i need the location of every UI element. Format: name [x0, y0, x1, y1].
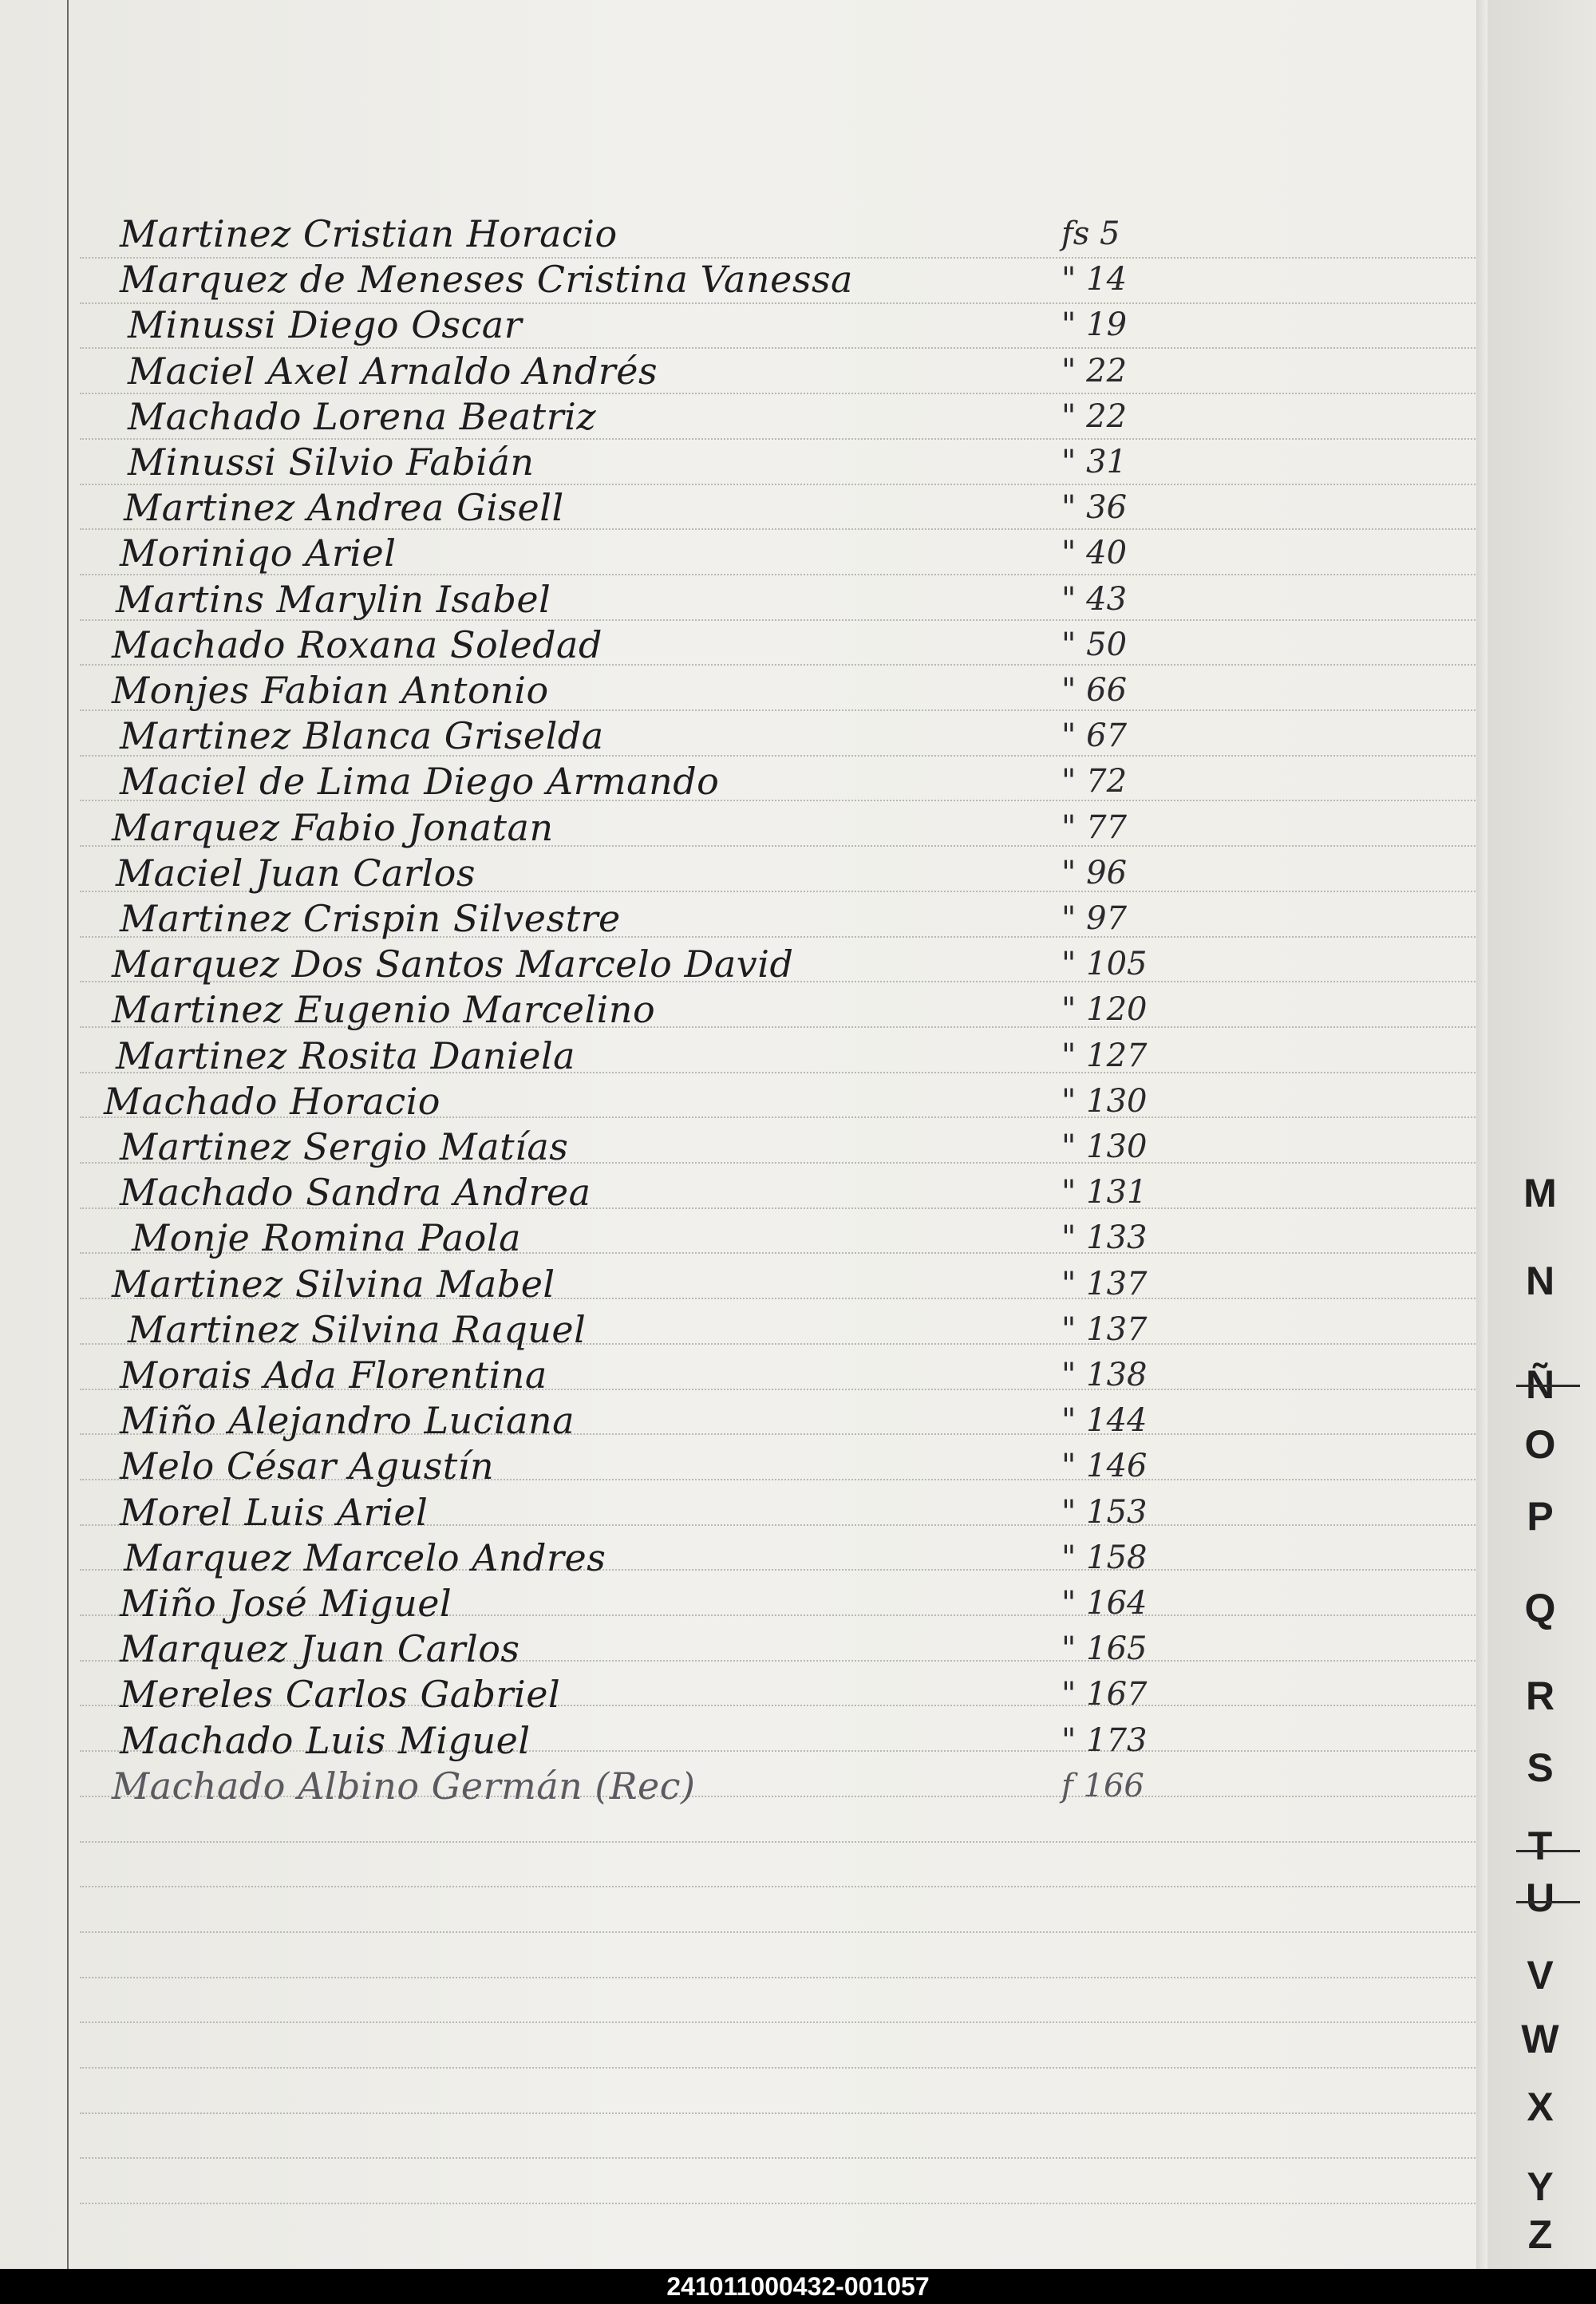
entry-folio: " 22	[1061, 352, 1128, 389]
entry-name: Machado Luis Miguel	[120, 1718, 531, 1762]
ledger-entry	[0, 300, 1468, 345]
ledger-entry	[0, 392, 1468, 437]
tab-divider-mark	[1516, 1385, 1580, 1387]
entry-name: Morais Ada Florentina	[120, 1354, 547, 1397]
entry-folio: " 36	[1061, 489, 1128, 527]
entry-name: Maciel de Lima Diego Armando	[120, 760, 720, 804]
entry-name: Martinez Rosita Daniela	[116, 1033, 576, 1077]
entry-folio: " 96	[1061, 854, 1128, 891]
ledger-entry	[0, 255, 1468, 302]
entry-name: Monjes Fabian Antonio	[112, 669, 549, 712]
ledger-entry	[0, 985, 1468, 1032]
ruled-line	[80, 2067, 1484, 2069]
ledger-entry	[0, 1488, 1468, 1532]
entry-folio: " 165	[1061, 1630, 1148, 1668]
entry-name: Miño Alejandro Luciana	[120, 1399, 575, 1443]
ledger-entry	[0, 1031, 1468, 1076]
entry-folio: " 137	[1061, 1310, 1148, 1348]
entry-folio: " 67	[1061, 717, 1128, 755]
index-tab-letter[interactable]: Y	[1527, 2164, 1554, 2209]
ledger-entry	[0, 1579, 1468, 1623]
index-tab-letter[interactable]: Z	[1527, 2212, 1553, 2257]
entry-name: Minussi Diego Oscar	[128, 303, 523, 347]
entry-folio: " 164	[1061, 1585, 1148, 1622]
entry-name: Miño José Miguel	[120, 1582, 452, 1625]
entry-folio: " 127	[1061, 1037, 1148, 1074]
entry-folio: " 137	[1061, 1265, 1148, 1302]
ledger-entry	[0, 346, 1468, 391]
ledger-entry	[0, 1441, 1468, 1486]
ledger-entry	[0, 1077, 1468, 1121]
entry-folio: fs 5	[1061, 215, 1120, 252]
ledger-entry	[0, 711, 1468, 756]
index-tab-letter[interactable]: M	[1523, 1171, 1557, 1215]
index-tab-letter[interactable]: Ñ	[1525, 1362, 1555, 1407]
ledger-entry	[0, 1396, 1468, 1443]
index-tab-letter[interactable]: O	[1524, 1422, 1556, 1467]
entry-name: Melo César Agustín	[120, 1444, 495, 1488]
ledger-entry	[0, 1259, 1468, 1304]
entry-name: Machado Sandra Andrea	[120, 1171, 591, 1215]
ledger-entry	[0, 209, 1468, 254]
entry-name: Martinez Eugenio Marcelino	[112, 988, 656, 1032]
entry-name: Martinez Crispin Silvestre	[120, 897, 621, 940]
entry-folio: " 130	[1061, 1082, 1148, 1120]
index-tab-letter[interactable]: T	[1527, 1824, 1553, 1868]
ruled-line	[80, 2112, 1484, 2114]
entry-name: Martinez Sergio Matías	[120, 1125, 569, 1168]
ledger-entry	[0, 848, 1468, 893]
entry-folio: " 173	[1061, 1721, 1148, 1759]
entry-name: Marquez Marcelo Andres	[124, 1535, 606, 1579]
entry-name: Monje Romina Paola	[132, 1216, 522, 1260]
ledger-entry	[0, 1716, 1468, 1761]
index-tab-letter[interactable]: P	[1527, 1494, 1554, 1539]
index-tab-letter[interactable]: Q	[1524, 1586, 1556, 1630]
index-tab-letter[interactable]: X	[1527, 2085, 1554, 2129]
entry-name: Marquez de Meneses Cristina Vanessa	[120, 258, 853, 302]
entry-folio: " 72	[1061, 763, 1128, 800]
entry-folio: " 43	[1061, 580, 1128, 618]
ledger-entry	[0, 1122, 1468, 1167]
tab-divider-mark	[1516, 1901, 1580, 1903]
ledger-entry	[0, 1305, 1468, 1350]
entry-name: Maciel Juan Carlos	[116, 851, 476, 895]
image-id-footer: 241011000432-001057	[0, 2269, 1596, 2304]
ledger-entry	[0, 620, 1468, 665]
ledger-entry	[0, 1624, 1468, 1669]
entry-name: Mereles Carlos Gabriel	[120, 1673, 561, 1717]
entry-name: Moriniqo Ariel	[120, 532, 397, 575]
entry-folio: " 22	[1061, 397, 1128, 435]
ledger-entry	[0, 1213, 1468, 1258]
ledger-entry	[0, 575, 1468, 619]
entry-name: Minussi Silvio Fabián	[128, 441, 535, 484]
entry-name: Morel Luis Ariel	[120, 1490, 429, 1534]
ledger-entry	[0, 1168, 1468, 1215]
ledger-entry	[0, 894, 1468, 939]
entry-name: Marquez Juan Carlos	[120, 1627, 520, 1671]
tab-divider-mark	[1516, 1850, 1580, 1852]
ledger-entry	[0, 1670, 1468, 1717]
ledger-entry	[0, 1533, 1468, 1578]
ledger-entry	[0, 437, 1468, 482]
entry-folio: " 130	[1061, 1128, 1148, 1165]
ruled-line	[80, 1977, 1484, 1978]
index-tab-letter[interactable]: V	[1527, 1953, 1554, 1998]
ruled-line	[80, 1931, 1484, 1933]
ledger-entry	[0, 483, 1468, 528]
ledger-entry	[0, 1761, 1468, 1806]
entry-name: Machado Roxana Soledad	[112, 622, 602, 666]
index-tab-letter[interactable]: W	[1521, 2017, 1559, 2061]
ledger-entry	[0, 666, 1468, 710]
entry-folio: " 40	[1061, 535, 1128, 572]
ruled-line	[80, 2157, 1484, 2159]
entry-folio: " 19	[1061, 306, 1128, 344]
entry-folio: f 166	[1061, 1767, 1144, 1804]
entry-folio: " 77	[1061, 808, 1128, 846]
entry-folio: " 97	[1061, 900, 1128, 937]
ledger-entry	[0, 803, 1468, 848]
alphabet-index-strip	[1487, 0, 1596, 2269]
entry-name: Martinez Silvina Mabel	[112, 1262, 555, 1306]
ledger-entry	[0, 1350, 1468, 1395]
entry-folio: " 138	[1061, 1357, 1148, 1393]
entry-name: Machado Lorena Beatriz	[128, 394, 597, 438]
index-tab-letter[interactable]: U	[1525, 1875, 1555, 1920]
entry-name: Martinez Silvina Raquel	[128, 1307, 587, 1351]
ruled-line	[80, 2021, 1484, 2023]
ruled-line	[80, 2203, 1484, 2204]
index-tab-letter[interactable]: N	[1525, 1259, 1555, 1303]
ledger-entry	[0, 939, 1468, 984]
entry-name: Martinez Blanca Griselda	[120, 714, 604, 758]
entry-folio: " 31	[1061, 444, 1128, 480]
entry-folio: " 158	[1061, 1539, 1148, 1576]
entry-name: Martins Marylin Isabel	[116, 577, 551, 621]
entry-name: Machado Horacio	[104, 1079, 440, 1123]
page-edge	[1476, 0, 1487, 2269]
entry-folio: " 153	[1061, 1493, 1148, 1531]
entry-folio: " 66	[1061, 672, 1128, 709]
ledger-entry	[0, 528, 1468, 573]
ruled-line	[80, 1841, 1484, 1843]
entry-folio: " 14	[1061, 261, 1128, 298]
entry-name: Martinez Andrea Gisell	[124, 486, 564, 530]
entry-name: Marquez Dos Santos Marcelo David	[112, 943, 794, 986]
entry-folio: " 133	[1061, 1219, 1148, 1257]
entry-folio: " 144	[1061, 1402, 1148, 1440]
entry-folio: " 131	[1061, 1174, 1148, 1211]
entry-name: Maciel Axel Arnaldo Andrés	[128, 349, 658, 393]
entry-folio: " 50	[1061, 626, 1128, 663]
ruled-line	[80, 1886, 1484, 1887]
entry-folio: " 120	[1061, 991, 1148, 1029]
ledger-entry	[0, 757, 1468, 804]
entry-folio: " 105	[1061, 946, 1148, 983]
index-tab-letter[interactable]: R	[1525, 1674, 1555, 1718]
index-tab-letter[interactable]: S	[1527, 1745, 1554, 1790]
entry-name: Machado Albino Germán (Rec)	[112, 1764, 696, 1808]
entry-name: Marquez Fabio Jonatan	[112, 805, 554, 849]
entry-folio: " 167	[1061, 1676, 1148, 1713]
entry-name: Martinez Cristian Horacio	[120, 212, 618, 255]
entry-folio: " 146	[1061, 1448, 1148, 1485]
